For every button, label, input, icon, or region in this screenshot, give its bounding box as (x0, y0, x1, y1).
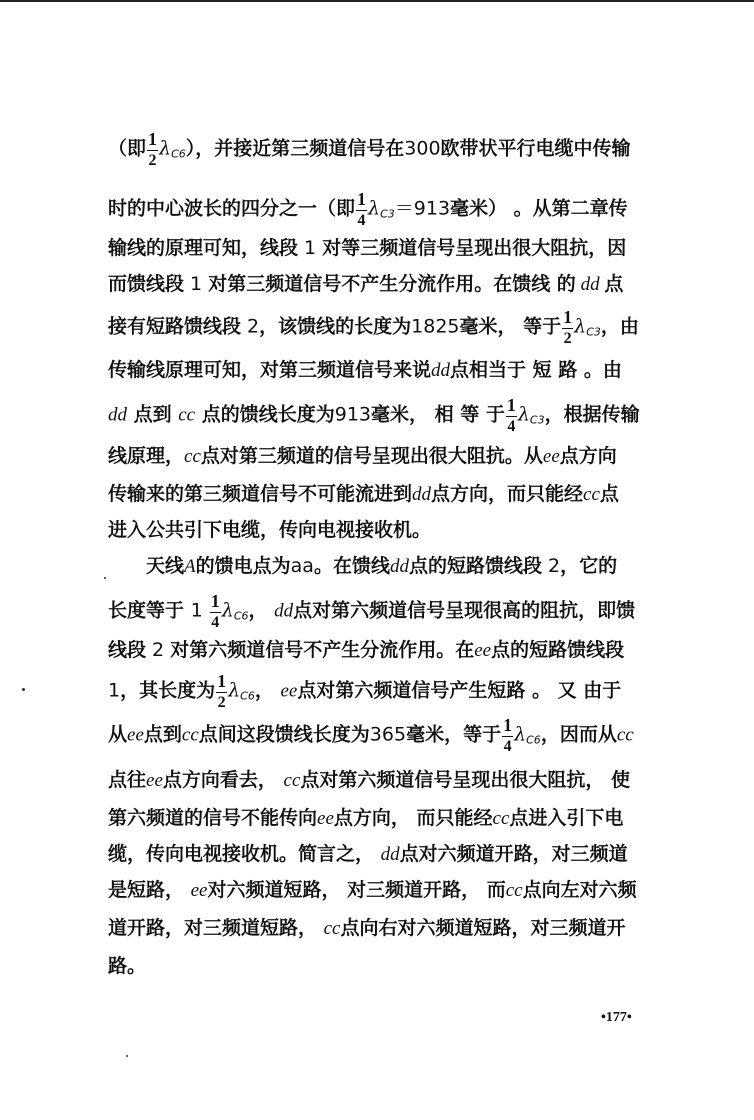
text-run: ，根据传输 (544, 403, 640, 426)
text-run: 点向左对六频 (522, 879, 637, 901)
point-label: dd (274, 600, 294, 622)
text-run: 毫米） 。从第二章传 (450, 197, 628, 220)
point-label: cc (178, 404, 196, 426)
fraction (562, 308, 573, 347)
text-line (108, 266, 623, 302)
point-label: dd (108, 404, 127, 426)
text-run: 点方向，而只能经 (431, 483, 584, 505)
text-run: 对等三频道信号呈现出很大阻抗，因 (322, 237, 627, 259)
text-run: 的馈电点为 (195, 555, 291, 577)
text-run: 1 (108, 679, 121, 702)
point-label: ee (146, 770, 163, 791)
text-run: ，因而从 (540, 723, 617, 746)
text-line (108, 836, 628, 872)
text-run: 1 (190, 599, 209, 622)
text-run: 缆，传向电视接收机。简言之， (108, 843, 381, 865)
text-line (108, 395, 640, 435)
text-run: 时的中心波长的四分之一（即 (108, 197, 356, 220)
point-label: cc (583, 484, 600, 505)
text-run: ， (248, 599, 275, 622)
text-line (108, 548, 617, 584)
point-label: cc (184, 446, 201, 467)
text-run: 点的馈线长度为 (195, 403, 335, 426)
text-run: 点相当于 短 路 。由 (450, 359, 622, 381)
text-run: 接有短路馈线段 (108, 315, 242, 338)
text-run: 对第六频道信号不产生分流作用。在 (170, 639, 475, 661)
text-run: 1825 (411, 315, 460, 338)
point-label: ee (317, 808, 334, 829)
text-run: 点进入引下电 (509, 807, 624, 829)
fraction-denominator: 4 (507, 418, 516, 435)
text-run: 点方向看去， (162, 769, 284, 791)
scan-speck (104, 577, 106, 579)
text-run: 传输线原理可知，对第三频道信号来说 (108, 359, 432, 381)
point-label: cc (283, 770, 301, 791)
text-line (108, 910, 626, 946)
text-run: 2 (241, 315, 260, 338)
fraction (502, 716, 513, 755)
text-line (108, 438, 617, 474)
text-run: 1 (184, 273, 209, 295)
fraction-numerator: 1 (148, 129, 158, 149)
text-line (108, 671, 622, 711)
fraction-numerator: 1 (503, 715, 513, 735)
text-run: 天线 (108, 555, 185, 577)
point-label: dd (431, 360, 451, 381)
fraction-denominator: 2 (148, 152, 157, 169)
text-run: 点 (604, 273, 624, 295)
fraction-numerator: 1 (217, 671, 227, 691)
text-run: 365 (369, 723, 407, 746)
point-label: ee (542, 446, 560, 467)
point-label: ee (280, 680, 298, 702)
lambda-subscript: C3 (529, 413, 545, 427)
fraction (506, 396, 517, 435)
lambda-subscript: C6 (233, 609, 249, 623)
text-run: 是短路， (108, 879, 191, 901)
text-run: 点 (599, 483, 619, 505)
fraction (216, 672, 227, 711)
text-line (108, 230, 626, 266)
text-run: 毫米， 等于 (459, 315, 562, 338)
text-run: 300 (404, 137, 441, 160)
text-run: 点的短路馈线段 (491, 639, 625, 661)
lambda-subscript: C6 (526, 733, 541, 747)
point-label: cc (616, 724, 634, 746)
text-run: 点到 (127, 403, 179, 426)
point-label: dd (389, 556, 409, 577)
scan-speck (126, 1055, 128, 1057)
text-run: 913 (334, 403, 371, 426)
lambda-symbol: λ (514, 723, 527, 746)
text-run: ），并接近第三频道信号在 (185, 137, 405, 160)
lambda-symbol: λ (221, 599, 234, 622)
page-number: •177• (601, 1010, 632, 1025)
fraction-numerator: 1 (210, 591, 220, 611)
text-run: 1 (298, 237, 323, 259)
text-run: 对六频道短路， 对三频道开路， 而 (207, 879, 506, 901)
text-run: 进入公共引下电缆，传向电视接收机。 (108, 519, 432, 541)
text-run: 对第三频道信号不产生分流作用。在馈线 的 (208, 273, 576, 295)
fraction (210, 592, 221, 631)
text-run: 点向右对六频道短路，对三频道开 (340, 917, 626, 939)
fraction-denominator: 4 (357, 212, 366, 229)
fraction-denominator: 2 (217, 694, 226, 711)
text-run: 点到 (143, 723, 182, 746)
text-run: 第六频道的信号不能传向 (108, 807, 318, 829)
fraction-numerator: 1 (357, 189, 367, 209)
text-line (108, 307, 639, 347)
text-run: ， (254, 679, 281, 702)
text-run: 点对第三频道的信号呈现出很大阻抗。从 (200, 445, 543, 467)
lambda-subscript: C6 (171, 147, 186, 161)
point-label: dd (575, 274, 605, 295)
lambda-symbol: λ (368, 197, 381, 220)
text-run: 。在馈线 (313, 555, 390, 577)
text-line (108, 189, 628, 229)
text-line (108, 129, 631, 169)
text-run: （即 (108, 137, 147, 160)
text-run: ，它的 (560, 555, 618, 577)
text-run: 线段 (108, 639, 147, 661)
fraction-denominator: 4 (211, 614, 220, 631)
text-run: 传输来的第三频道信号不可能流进到 (108, 483, 413, 505)
text-run: 输线的原理可知，线段 (108, 237, 299, 259)
point-label: cc (492, 808, 510, 829)
text-run: 点对第六频道信号呈现很高的阻抗，即馈 (293, 599, 636, 622)
point-label: A (184, 556, 196, 577)
text-run: 点的短路馈线段 (408, 555, 542, 577)
text-run: 点对六频道开路，对三频道 (399, 843, 628, 865)
text-line (108, 512, 431, 548)
text-run: ，由 (600, 315, 639, 338)
point-label: ee (474, 640, 492, 661)
lambda-subscript: C3 (586, 325, 601, 339)
text-run: aa (290, 555, 314, 577)
text-run: 点对第六频道信号呈现出很大阻抗， 使 (300, 769, 631, 791)
lambda-symbol: λ (228, 679, 241, 702)
text-run: ，该馈线的长度为 (259, 315, 412, 338)
point-label: cc (505, 880, 523, 901)
text-run: ，其长度为 (120, 679, 216, 702)
text-run: 点方向， 而只能经 (333, 807, 493, 829)
point-label: ee (190, 880, 208, 901)
text-run: 而馈线段 (108, 273, 185, 295)
text-run: 长度等于 (108, 599, 191, 622)
text-line (108, 476, 619, 512)
point-label: cc (323, 918, 341, 939)
text-run: 2 (146, 639, 171, 661)
lambda-subscript: C6 (240, 689, 255, 703)
text-line (108, 352, 622, 388)
text-run: 道开路，对三频道短路， (108, 917, 324, 939)
scan-speck (22, 688, 25, 691)
point-label: dd (380, 844, 400, 865)
text-run: 2 (541, 555, 561, 577)
fraction-denominator: 4 (503, 738, 512, 755)
text-line (108, 948, 146, 984)
lambda-symbol: λ (517, 403, 530, 426)
text-run: 毫米， 相 等 于 (371, 403, 505, 426)
text-line (108, 715, 634, 755)
point-label: ee (127, 724, 144, 746)
text-line (108, 591, 636, 631)
fraction (147, 130, 158, 169)
text-line (108, 800, 623, 836)
fraction-numerator: 1 (563, 307, 573, 327)
text-run: 913 (413, 197, 451, 220)
point-label: dd (412, 484, 432, 505)
text-run: 从 (108, 723, 128, 746)
text-run: 点对第六频道信号产生短路 。 又 由于 (297, 679, 622, 702)
text-run: 点间这段馈线长度为 (198, 723, 370, 746)
text-line (108, 632, 624, 668)
fraction-denominator: 2 (563, 330, 572, 347)
fraction-numerator: 1 (506, 395, 516, 415)
text-run: 路。 (108, 955, 147, 977)
text-line (108, 762, 630, 798)
text-run: 欧带状平行电缆中传输 (440, 137, 631, 160)
text-run: 线原理， (108, 445, 185, 467)
lambda-symbol: λ (159, 137, 172, 160)
text-run: ＝ (394, 197, 414, 220)
lambda-symbol: λ (574, 315, 587, 338)
scan-top-edge (0, 0, 754, 2)
point-label: cc (181, 724, 199, 746)
fraction (356, 190, 367, 229)
text-run: 点往 (108, 769, 147, 791)
text-run: 点方向 (559, 445, 617, 467)
text-line (108, 872, 637, 908)
lambda-subscript: C3 (380, 207, 395, 221)
text-run: 毫米，等于 (406, 723, 502, 746)
